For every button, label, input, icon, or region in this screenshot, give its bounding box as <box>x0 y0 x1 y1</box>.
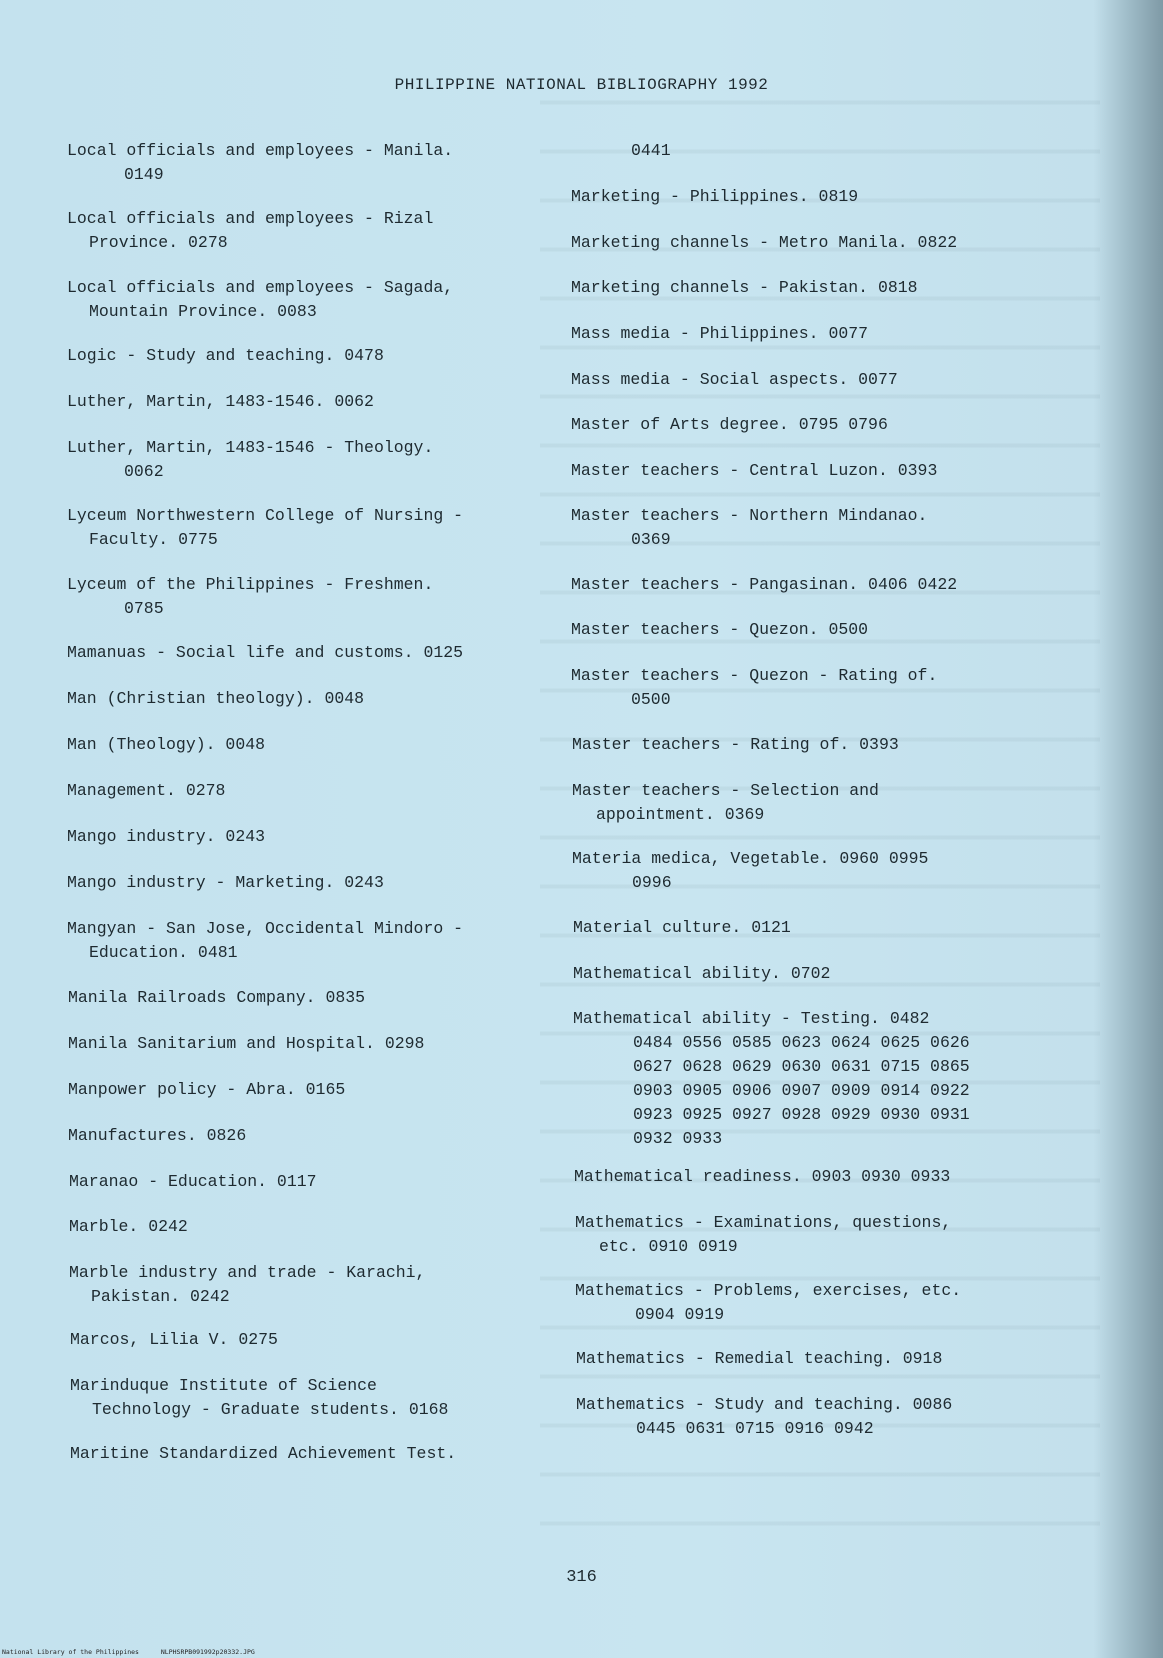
index-entry: Master of Arts degree. 0795 0796 <box>571 415 888 434</box>
page-number: 316 <box>566 1568 597 1587</box>
index-entry: Logic - Study and teaching. 0478 <box>67 346 384 365</box>
index-entry: Mango industry. 0243 <box>67 827 266 846</box>
index-entry: Local officials and employees - Manila. 0149 <box>67 141 454 184</box>
index-entry: Master teachers - Quezon. 0500 <box>571 620 869 639</box>
index-entry: Manila Railroads Company. 0835 <box>68 988 366 1007</box>
index-entry: Lyceum of the Philippines - Freshmen. 0785 <box>67 575 434 618</box>
index-entry: Manpower policy - Abra. 0165 <box>68 1080 346 1099</box>
index-entry: Manila Sanitarium and Hospital. 0298 <box>68 1034 425 1053</box>
index-entry: Man (Theology). 0048 <box>67 735 266 754</box>
index-entry: Marble industry and trade - Karachi, Pakistan. 0242 <box>69 1263 426 1306</box>
scan-footer <box>2 1648 273 1656</box>
index-entry: Man (Christian theology). 0048 <box>67 689 365 708</box>
index-entry: Maritine Standardized Achievement Test. <box>70 1444 457 1463</box>
index-entry: Marinduque Institute of Science Technology - Graduate students. 0168 <box>70 1376 449 1419</box>
index-entry: Master teachers - Northern Mindanao. 0369 <box>571 506 928 549</box>
index-entry: Mathematical ability. 0702 <box>573 964 831 983</box>
index-entry: Local officials and employees - Rizal Province. 0278 <box>67 209 434 252</box>
index-entry: Mamanuas - Social life and customs. 0125 <box>67 643 464 662</box>
index-entry: Mathematics - Problems, exercises, etc. 0904 0919 <box>575 1281 962 1324</box>
index-entry: Materia medica, Vegetable. 0960 0995 0996 <box>572 849 929 892</box>
index-entry: Mathematical ability - Testing. 0482 0484 0556 0585 0623 0624 0625 0626 0627 0628 0629 0630 0631 0715 0865 0903 0905 0906 0907 0909 0914 0922 0923 0925 0927 0928 0929 0930 0931 0932 0933 <box>573 1009 970 1148</box>
index-entry: Master teachers - Pangasinan. 0406 0422 <box>571 575 958 594</box>
index-entry: Marketing - Philippines. 0819 <box>571 187 859 206</box>
index-entry: Management. 0278 <box>67 781 226 800</box>
index-entry: Mass media - Social aspects. 0077 <box>571 370 898 389</box>
footer-filename: NLPHSRPB091992p20332.JPG <box>160 1648 255 1656</box>
index-entry: Master teachers - Central Luzon. 0393 <box>571 461 938 480</box>
index-entry: Mathematics - Examinations, questions, etc. 0910 0919 <box>575 1213 952 1256</box>
index-entry: Marble. 0242 <box>69 1217 188 1236</box>
index-entry: Master teachers - Selection and appointment. 0369 <box>572 781 879 824</box>
index-entry: Master teachers - Rating of. 0393 <box>572 735 899 754</box>
index-entry: Marketing channels - Pakistan. 0818 <box>571 278 918 297</box>
index-entry: Material culture. 0121 <box>573 918 791 937</box>
index-entry: Luther, Martin, 1483-1546 - Theology. 0062 <box>67 438 434 481</box>
index-entry: Marketing channels - Metro Manila. 0822 <box>571 233 958 252</box>
footer-library: National Library of the Philippines <box>2 1648 139 1656</box>
index-entry: Mango industry - Marketing. 0243 <box>67 873 384 892</box>
index-entry: Maranao - Education. 0117 <box>69 1172 317 1191</box>
index-entry: Mass media - Philippines. 0077 <box>571 324 869 343</box>
index-entry: Lyceum Northwestern College of Nursing - Faculty. 0775 <box>67 506 464 549</box>
index-entry: Local officials and employees - Sagada, Mountain Province. 0083 <box>67 278 454 321</box>
page-header: PHILIPPINE NATIONAL BIBLIOGRAPHY 1992 <box>394 76 769 94</box>
index-entry: Mangyan - San Jose, Occidental Mindoro - Education. 0481 <box>67 919 464 962</box>
index-entry: Manufactures. 0826 <box>68 1126 247 1145</box>
index-entry: Luther, Martin, 1483-1546. 0062 <box>67 392 374 411</box>
index-entry: Marcos, Lilia V. 0275 <box>70 1330 278 1349</box>
index-entry: Mathematics - Remedial teaching. 0918 <box>576 1349 943 1368</box>
index-entry: Master teachers - Quezon - Rating of. 0500 <box>571 666 938 709</box>
index-entry: Mathematics - Study and teaching. 0086 0445 0631 0715 0916 0942 <box>576 1395 953 1438</box>
index-entry: 0441 <box>631 141 671 160</box>
index-entry: Mathematical readiness. 0903 0930 0933 <box>574 1167 951 1186</box>
